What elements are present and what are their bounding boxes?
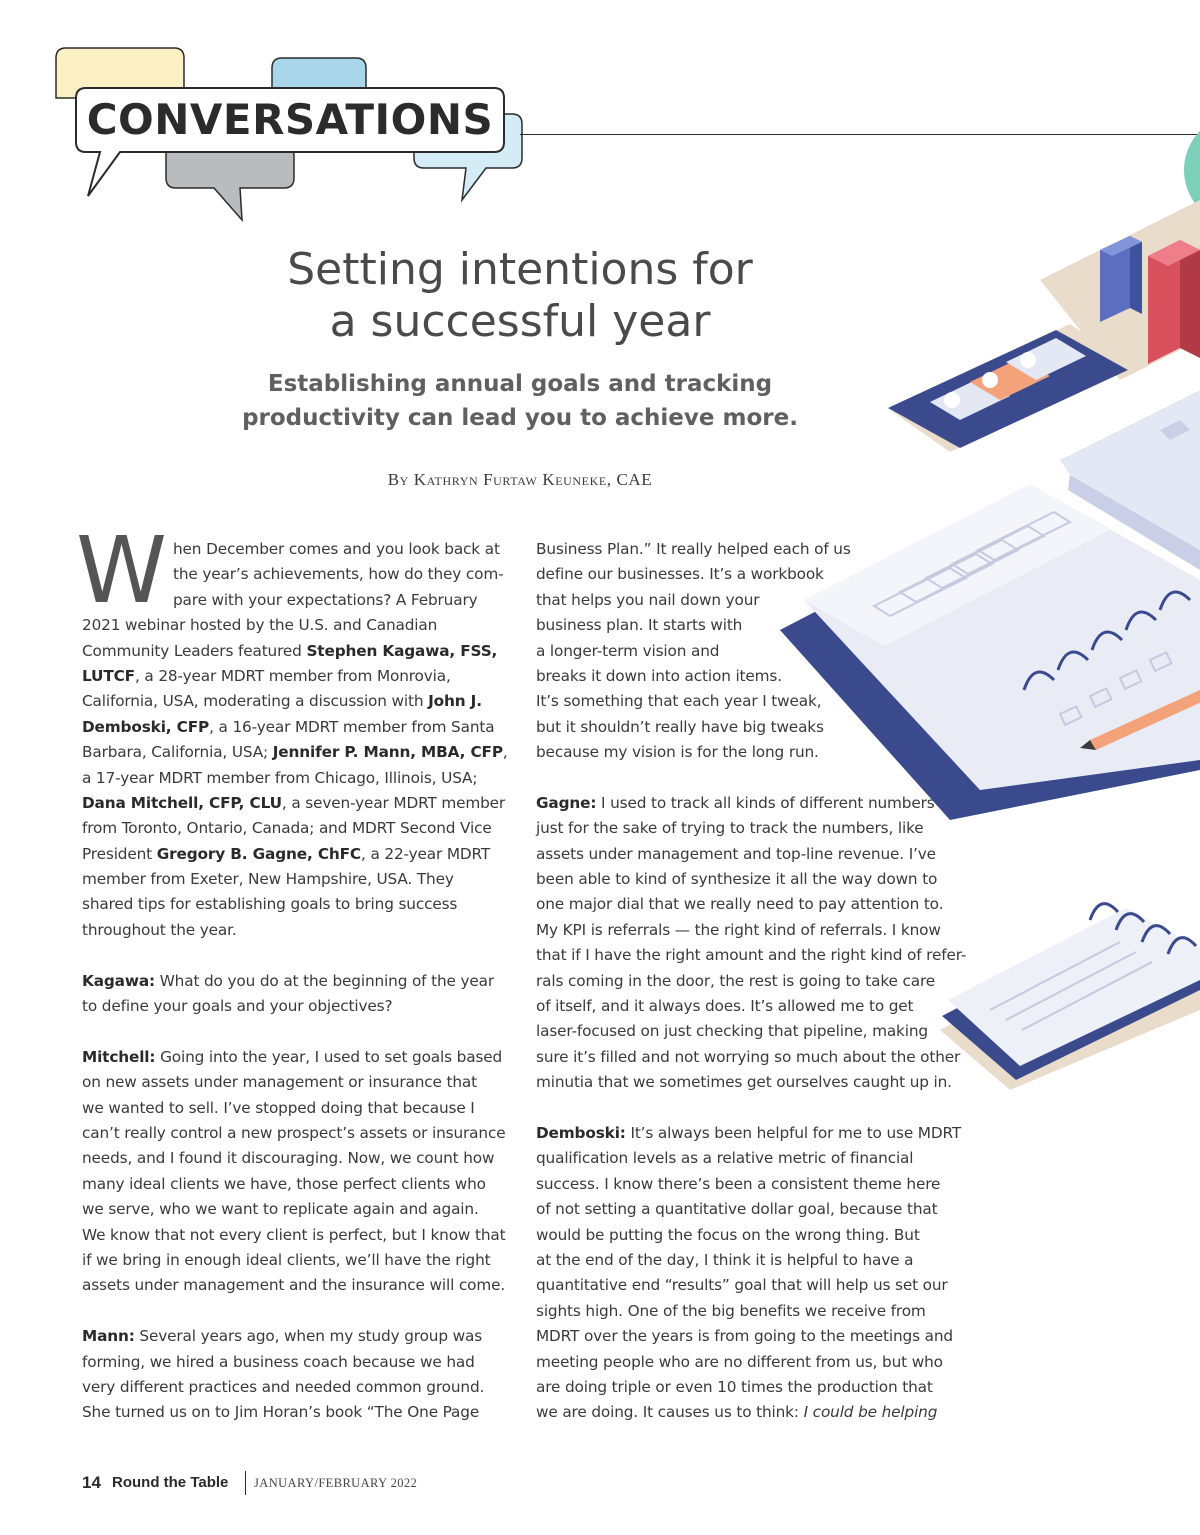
text-line: pare with your expectations? A February [173,590,478,609]
text-line: from Toronto, Ontario, Canada; and MDRT Second Vice [82,819,492,838]
text-line: but it shouldn’t really have big tweaks [536,717,824,736]
planning-illustration [780,130,1200,1090]
text-line: the year’s achievements, how do they com- [173,565,504,584]
text-line: laser-focused on just checking that pipeline, making [536,1022,928,1041]
text-line: sure it’s filled and not worrying so much about the other [536,1047,961,1066]
paragraph-gap [536,1096,966,1121]
text-line: member from Exeter, New Hampshire, USA. They [82,870,454,889]
notepad-icon [940,904,1200,1090]
speaker-name: Dana Mitchell, CFP, CLU [82,793,282,812]
text-line: 2021 webinar hosted by the U.S. and Canadian [82,616,438,635]
blue-speech-bubble [272,58,366,92]
text-line: that if I have the right amount and the right kind of refer- [536,946,967,965]
text-line [82,1324,518,1349]
paragraph-gap [82,1019,518,1044]
speaker-label: Mann: [82,1327,135,1346]
text-line: throughout the year. [82,920,237,939]
speaker-name: Gregory B. Gagne, ChFC [156,844,362,863]
text-run: It’s always been helpful for me to use MDRT [625,1123,962,1142]
body-column-1 [76,517,518,1426]
text-line [82,664,518,689]
text-run: Community Leaders featured [82,641,307,660]
text-line: assets under management and the insurance will come. [82,1276,506,1295]
text-line: quantitative end “results” goal that will help us set our [536,1276,948,1295]
text-line: we wanted to sell. I’ve stopped doing that because I [82,1098,475,1117]
paragraph-gap [82,943,518,968]
text-run: , a seven-year MDRT member [281,793,506,812]
open-notebook-icon [780,484,1200,820]
page-number: 14 [82,1473,101,1492]
text-line: at the end of the day, I think it is helpful to have a [536,1250,914,1269]
title-line-2: a successful year [329,296,711,347]
text-line: She turned us on to Jim Horan’s book “The One Page [82,1403,480,1422]
text-line: if we bring in enough ideal clients, we’ll have the right [82,1250,491,1269]
section-label: CONVERSATIONS [86,95,494,144]
text-line: sights high. One of the big benefits we receive from [536,1301,926,1320]
text-line: would be putting the focus on the wrong thing. But [536,1225,920,1244]
text-line: My KPI is referrals — the right kind of referrals. I know [536,920,941,939]
text-run: What do you do at the beginning of the year [154,971,495,990]
text-line: breaks it down into action items. [536,666,782,685]
text-line [82,1045,518,1070]
text-line: shared tips for establishing goals to bring success [82,895,458,914]
text-run: Going into the year, I used to set goals based [155,1047,503,1066]
text-line: assets under management and top-line revenue. I’ve [536,844,936,863]
text-line: a 17-year MDRT member from Chicago, Illinois, USA; [82,768,478,787]
text-line: we serve, who we want to replicate again and again. [82,1200,479,1219]
article-subtitle [180,367,860,435]
text-run: California, USA, moderating a discussion with [82,692,429,711]
text-line: minutia that we sometimes get ourselves caught up in. [536,1073,952,1092]
text-line: a longer-term vision and [536,641,720,660]
byline: By Kathryn Furtaw Keuneke, CAE [387,470,653,489]
text-line: because my vision is for the long run. [536,743,819,762]
text-run: , [502,743,508,762]
text-line [82,791,518,816]
title-line-1: Setting intentions for [287,244,753,295]
text-line: to define your goals and your objectives? [82,997,393,1016]
text-line: meeting people who are no different from us, but who [536,1352,943,1371]
text-line: define our businesses. It’s a workbook [536,565,824,584]
text-line: success. I know there’s been a consistent theme here [536,1174,941,1193]
text-run: , a 16-year MDRT member from Santa [209,717,495,736]
article-title [200,244,840,348]
intro-opening [76,517,518,624]
text-run: we are doing. It causes us to think: [536,1403,804,1422]
text-run: I used to track all kinds of different numbers [596,793,935,812]
text-run: President [82,844,157,863]
speaker-label: Gagne: [536,793,597,812]
italic-text: I could be helping [803,1403,938,1422]
subtitle-line-1: Establishing annual goals and tracking [267,371,773,397]
text-line: business plan. It starts with [536,616,743,635]
phone-icon [888,324,1130,452]
gray-speech-bubble [166,148,294,220]
speaker-name: Stephen Kagawa, FSS, [306,641,498,660]
text-line: very different practices and needed common ground. [82,1377,485,1396]
text-line: qualification levels as a relative metric of financial [536,1149,914,1168]
text-line: can’t really control a new prospect’s assets or insurance [82,1123,506,1142]
speaker-name: Jennifer P. Mann, MBA, CFP [272,743,503,762]
subtitle-line-2: productivity can lead you to achieve more. [242,405,798,431]
text-line: just for the sake of trying to track the numbers, like [536,819,924,838]
speaker-label: Demboski: [536,1123,626,1142]
text-line [82,715,518,740]
text-line: many ideal clients we have, those perfect clients who [82,1174,486,1193]
issue-date: JANUARY/FEBRUARY 2022 [254,1476,418,1490]
text-line: one major dial that we really need to pay attention to. [536,895,944,914]
text-run: , a 28-year MDRT member from Monrovia, [134,666,451,685]
speaker-name: Demboski, CFP [82,717,210,736]
text-line: are doing triple or even 10 times the production that [536,1377,933,1396]
text-run: Barbara, California, USA; [82,743,273,762]
text-line [536,1121,966,1146]
text-line: of itself, and it always does. It’s allowed me to get [536,997,914,1016]
text-line: that helps you nail down your [536,590,760,609]
text-run: Several years ago, when my study group was [134,1327,483,1346]
footer-divider [245,1471,246,1495]
text-line: We know that not every client is perfect, but I know that [82,1225,506,1244]
drop-cap: W [76,517,167,624]
speaker-label: Mitchell: [82,1047,156,1066]
text-line: been able to kind of synthesize it all the way down to [536,870,938,889]
text-line: forming, we hired a business coach because we had [82,1352,475,1371]
speaker-name: LUTCF [82,666,135,685]
speaker-name: John J. [428,692,482,711]
text-line [82,689,518,714]
text-line: rals coming in the door, the rest is going to take care [536,971,936,990]
text-line: MDRT over the years is from going to the meetings and [536,1327,953,1346]
speaker-label: Kagawa: [82,971,155,990]
text-line [536,1400,966,1425]
text-line: Business Plan.” It really helped each of us [536,540,851,558]
text-line: of not setting a quantitative dollar goal, because that [536,1200,938,1219]
text-run: , a 22-year MDRT [361,844,491,863]
text-line [82,639,518,664]
text-line [82,740,518,765]
text-line: on new assets under management or insurance that [82,1073,477,1092]
text-line [82,969,518,994]
text-line: needs, and I found it discouraging. Now, we count how [82,1149,495,1168]
text-line: hen December comes and you look back at [173,540,500,558]
text-line [82,842,518,867]
text-line: It’s something that each year I tweak, [536,692,822,711]
magazine-name: Round the Table [112,1474,229,1491]
paragraph-gap [82,1299,518,1324]
